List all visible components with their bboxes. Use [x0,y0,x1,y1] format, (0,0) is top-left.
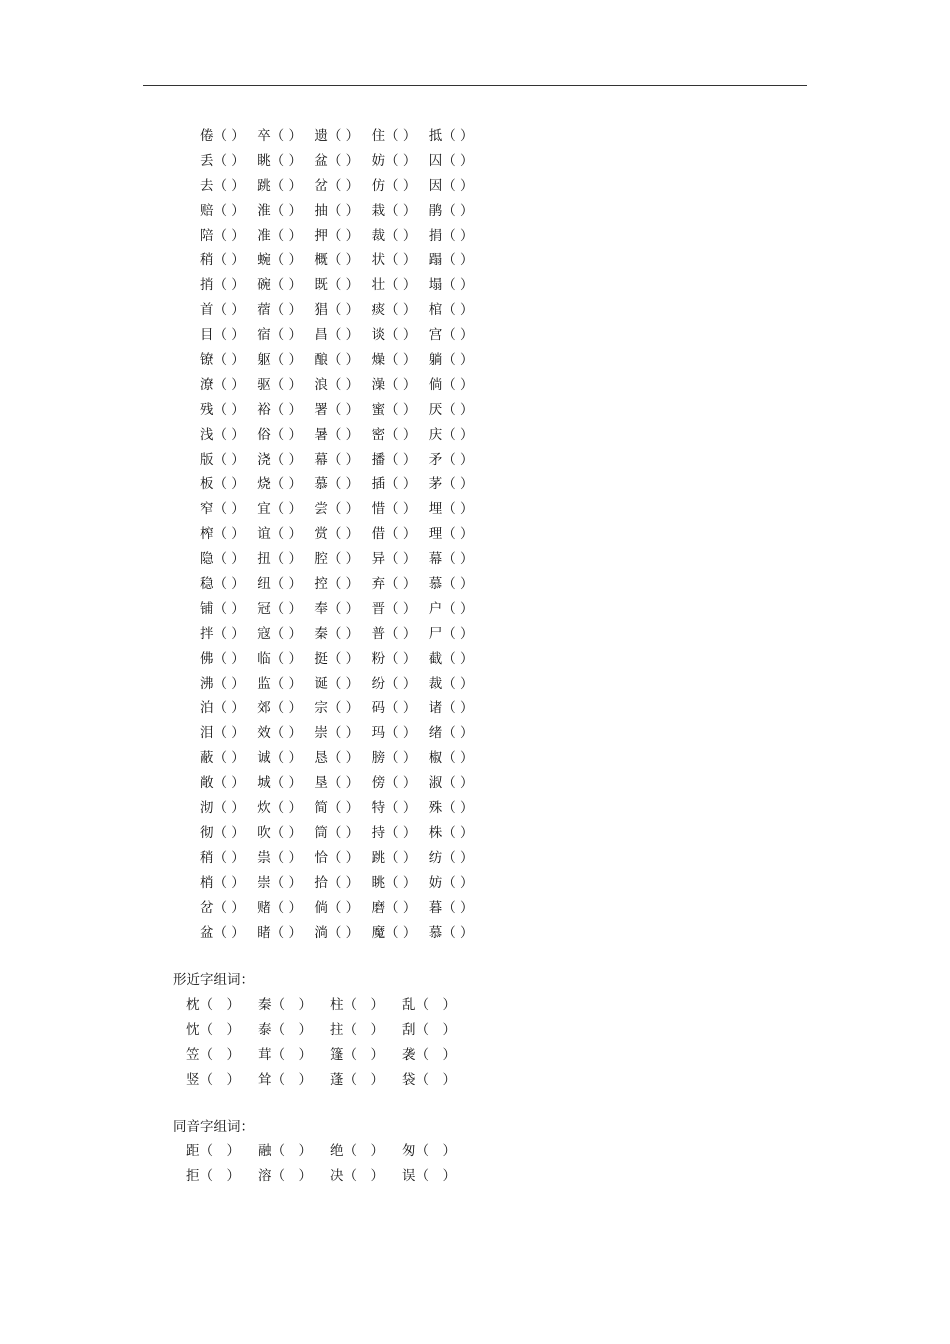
word-blank-cell: 秦（ ） [258,997,312,1013]
word-blank-cell: 播（ ） [371,451,417,468]
word-blank-cell: 赏（ ） [314,526,360,543]
word-blank-cell: 埋（ ） [428,501,474,518]
word-blank-cell: 郊（ ） [257,700,302,717]
word-blank-cell: 冠（ ） [257,600,302,617]
word-blank-cell: 住（ ） [371,128,417,144]
grid-row [200,871,486,896]
grid-row [200,821,486,846]
word-blank-cell: 矛（ ） [428,451,474,468]
word-blank-cell: 谈（ ） [371,327,417,344]
word-blank-cell: 耸（ ） [258,1071,312,1088]
word-blank-cell: 棺（ ） [428,302,474,319]
grid-row [200,547,486,572]
word-blank-cell: 溶（ ） [258,1167,312,1184]
word-blank-cell: 蔽（ ） [200,750,245,767]
word-blank-cell: 榨（ ） [200,526,245,543]
word-blank-cell: 尝（ ） [314,501,360,518]
word-blank-cell: 泊（ ） [200,700,245,717]
word-blank-cell: 弃（ ） [371,576,417,593]
word-blank-cell: 泪（ ） [200,725,245,742]
word-blank-cell: 浪（ ） [314,376,360,393]
word-blank-cell: 裕（ ） [257,401,302,418]
word-blank-cell: 燥（ ） [371,352,417,369]
word-blank-cell: 仿（ ） [371,177,417,194]
word-blank-cell: 崇（ ） [314,725,360,742]
word-blank-cell: 宫（ ） [428,327,474,344]
grid-row [200,572,486,597]
grid-row [200,846,486,871]
word-blank-cell: 遗（ ） [314,128,360,144]
word-blank-cell: 稍（ ） [200,252,245,269]
word-blank-cell: 殊（ ） [428,800,474,817]
word-blank-cell: 跳（ ） [257,177,302,194]
word-blank-cell: 淮（ ） [257,202,302,219]
word-blank-cell: 窄（ ） [200,501,245,518]
word-blank-cell: 借（ ） [371,526,417,543]
word-blank-cell: 蓬（ ） [330,1071,384,1088]
grid-row [200,224,486,249]
word-blank-cell: 押（ ） [314,227,360,244]
word-blank-cell: 躺（ ） [428,352,474,369]
word-blank-cell: 持（ ） [371,824,417,841]
word-blank-cell: 茅（ ） [428,476,474,493]
word-blank-cell: 慕（ ） [428,924,474,941]
word-blank-cell: 捎（ ） [200,277,245,294]
word-blank-cell: 既（ ） [314,277,360,294]
word-blank-cell: 抵（ ） [428,128,474,144]
word-blank-cell: 魔（ ） [371,924,417,941]
word-blank-cell: 特（ ） [371,800,417,817]
grid-row [200,672,486,697]
word-blank-cell: 诚（ ） [257,750,302,767]
word-blank-cell: 概（ ） [314,252,360,269]
word-blank-cell: 捐（ ） [428,227,474,244]
word-blank-cell: 烧（ ） [257,476,302,493]
grid-row [200,746,486,771]
word-blank-cell: 陪（ ） [200,227,245,244]
word-blank-cell: 岔（ ） [314,177,360,194]
grid-row [186,1164,474,1189]
word-blank-cell: 理（ ） [428,526,474,543]
word-blank-cell: 稳（ ） [200,576,245,593]
word-blank-cell: 栽（ ） [371,202,417,219]
word-blank-cell: 拾（ ） [314,874,360,891]
word-blank-cell: 署（ ） [314,401,360,418]
word-blank-cell: 妨（ ） [428,874,474,891]
word-blank-cell: 猖（ ） [314,302,360,319]
word-blank-cell: 码（ ） [371,700,417,717]
word-blank-cell: 赔（ ） [200,202,245,219]
word-blank-cell: 距（ ） [186,1143,240,1159]
grid-row [200,472,486,497]
word-blank-cell: 异（ ） [371,551,417,568]
word-blank-cell: 祟（ ） [257,849,302,866]
word-blank-cell: 炊（ ） [257,800,302,817]
grid-row [200,174,486,199]
word-blank-cell: 截（ ） [428,650,474,667]
grid-row [200,622,486,647]
word-blank-cell: 篷（ ） [330,1046,384,1063]
word-blank-cell: 效（ ） [257,725,302,742]
word-blank-cell: 绪（ ） [428,725,474,742]
grid-row [200,348,486,373]
grid-row [200,497,486,522]
word-blank-cell: 崇（ ） [257,874,302,891]
word-blank-cell: 庆（ ） [428,426,474,443]
word-blank-cell: 跳（ ） [371,849,417,866]
word-blank-cell: 裁（ ） [428,675,474,692]
word-blank-cell: 盆（ ） [200,924,245,941]
word-blank-cell: 鹃（ ） [428,202,474,219]
word-blank-cell: 监（ ） [257,675,302,692]
word-blank-cell: 眺（ ） [257,152,302,169]
word-blank-cell: 首（ ） [200,302,245,319]
word-blank-cell: 铺（ ） [200,600,245,617]
word-blank-cell: 蜜（ ） [371,401,417,418]
word-blank-cell: 城（ ） [257,775,302,792]
grid-row [200,398,486,423]
word-blank-cell: 椒（ ） [428,750,474,767]
word-blank-cell: 佛（ ） [200,650,245,667]
word-blank-cell: 碗（ ） [257,277,302,294]
word-blank-cell: 暮（ ） [428,899,474,916]
grid-row [200,921,486,946]
word-blank-cell: 眺（ ） [371,874,417,891]
word-blank-cell: 酿（ ） [314,352,360,369]
similar-chars-title: 形近字组词： [173,972,254,988]
word-blank-cell: 潦（ ） [200,376,245,393]
word-blank-cell: 奉（ ） [314,600,360,617]
grid-row [200,124,486,149]
word-blank-cell: 躯（ ） [257,352,302,369]
word-blank-cell: 匆（ ） [402,1143,456,1159]
word-blank-cell: 傍（ ） [371,775,417,792]
grid-row [200,448,486,473]
word-blank-cell: 卒（ ） [257,128,302,144]
word-blank-cell: 诞（ ） [314,675,360,692]
word-blank-cell: 垦（ ） [314,775,360,792]
word-blank-cell: 挺（ ） [314,650,360,667]
word-blank-cell: 幕（ ） [314,451,360,468]
word-blank-cell: 壮（ ） [371,277,417,294]
word-blank-cell: 纽（ ） [257,576,302,593]
word-blank-cell: 倘（ ） [428,376,474,393]
word-blank-cell: 惜（ ） [371,501,417,518]
word-blank-cell: 赌（ ） [257,899,302,916]
word-blank-cell: 目（ ） [200,327,245,344]
word-blank-cell: 柱（ ） [330,997,384,1013]
word-blank-cell: 袭（ ） [402,1046,456,1063]
word-blank-cell: 粉（ ） [371,650,417,667]
grid-row [200,149,486,174]
word-blank-cell: 板（ ） [200,476,245,493]
word-blank-cell: 竖（ ） [186,1071,240,1088]
word-blank-cell: 丢（ ） [200,152,245,169]
word-blank-cell: 晋（ ） [371,600,417,617]
word-blank-cell: 慕（ ） [428,576,474,593]
word-blank-cell: 临（ ） [257,650,302,667]
word-blank-cell: 蓿（ ） [257,302,302,319]
grid-row [200,423,486,448]
word-blank-cell: 乱（ ） [402,997,456,1013]
grid-row [186,1018,474,1043]
word-blank-cell: 腔（ ） [314,551,360,568]
word-blank-cell: 拌（ ） [200,625,245,642]
word-blank-cell: 囚（ ） [428,152,474,169]
word-blank-cell: 拒（ ） [186,1167,240,1184]
grid-row [200,323,486,348]
word-blank-cell: 状（ ） [371,252,417,269]
word-blank-cell: 刮（ ） [402,1021,456,1038]
word-blank-cell: 去（ ） [200,177,245,194]
grid-row [200,522,486,547]
word-blank-cell: 扭（ ） [257,551,302,568]
word-blank-cell: 控（ ） [314,576,360,593]
word-blank-cell: 宜（ ） [257,501,302,518]
word-blank-cell: 倦（ ） [200,128,245,144]
word-blank-cell: 厌（ ） [428,401,474,418]
word-blank-cell: 谊（ ） [257,526,302,543]
word-blank-cell: 抽（ ） [314,202,360,219]
similar-chars-grid [186,993,474,1093]
word-blank-cell: 蹋（ ） [428,252,474,269]
word-blank-cell: 户（ ） [428,600,474,617]
word-blank-cell: 妨（ ） [371,152,417,169]
word-blank-cell: 笠（ ） [186,1046,240,1063]
word-blank-cell: 倘（ ） [314,899,360,916]
word-blank-cell: 膀（ ） [371,750,417,767]
word-blank-cell: 株（ ） [428,824,474,841]
grid-row [200,896,486,921]
word-blank-cell: 拄（ ） [330,1021,384,1038]
word-blank-cell: 敞（ ） [200,775,245,792]
word-blank-cell: 绝（ ） [330,1143,384,1159]
word-blank-cell: 恰（ ） [314,849,360,866]
word-blank-cell: 决（ ） [330,1167,384,1184]
word-blank-cell: 俗（ ） [257,426,302,443]
word-blank-cell: 版（ ） [200,451,245,468]
grid-row [186,1043,474,1068]
word-blank-cell: 淌（ ） [314,924,360,941]
word-blank-cell: 纺（ ） [428,849,474,866]
word-blank-cell: 泰（ ） [258,1021,312,1038]
word-blank-cell: 淑（ ） [428,775,474,792]
word-blank-cell: 袋（ ） [402,1071,456,1088]
word-blank-cell: 插（ ） [371,476,417,493]
word-blank-cell: 吹（ ） [257,824,302,841]
grid-row [200,771,486,796]
word-blank-cell: 秦（ ） [314,625,360,642]
word-blank-cell: 镣（ ） [200,352,245,369]
word-blank-cell: 因（ ） [428,177,474,194]
grid-row [200,199,486,224]
word-blank-cell: 沸（ ） [200,675,245,692]
word-blank-cell: 驱（ ） [257,376,302,393]
word-blank-cell: 诸（ ） [428,700,474,717]
word-blank-cell: 融（ ） [258,1143,312,1159]
word-blank-cell: 蜿（ ） [257,252,302,269]
grid-row [200,647,486,672]
word-blank-cell: 塌（ ） [428,277,474,294]
word-blank-cell: 盆（ ） [314,152,360,169]
word-blank-cell: 简（ ） [314,800,360,817]
grid-row [200,248,486,273]
header-rule [143,85,807,86]
word-blank-cell: 稍（ ） [200,849,245,866]
word-blank-cell: 澡（ ） [371,376,417,393]
grid-row [186,993,474,1018]
grid-row [186,1068,474,1093]
grid-row [200,373,486,398]
word-blank-cell: 浇（ ） [257,451,302,468]
word-blank-cell: 枕（ ） [186,997,240,1013]
grid-row [200,298,486,323]
grid-row [200,696,486,721]
word-blank-cell: 纷（ ） [371,675,417,692]
word-blank-cell: 昌（ ） [314,327,360,344]
word-blank-cell: 隐（ ） [200,551,245,568]
grid-row [200,796,486,821]
grid-row [186,1139,474,1164]
word-blank-cell: 沏（ ） [200,800,245,817]
word-blank-cell: 寇（ ） [257,625,302,642]
word-blank-cell: 浅（ ） [200,426,245,443]
word-blank-cell: 暑（ ） [314,426,360,443]
word-blank-cell: 误（ ） [402,1167,456,1184]
word-blank-cell: 茸（ ） [258,1046,312,1063]
word-blank-cell: 梢（ ） [200,874,245,891]
word-blank-cell: 幕（ ） [428,551,474,568]
word-blank-cell: 准（ ） [257,227,302,244]
word-blank-cell: 宿（ ） [257,327,302,344]
word-blank-cell: 裁（ ） [371,227,417,244]
word-blank-cell: 玛（ ） [371,725,417,742]
character-grid [200,124,486,945]
word-blank-cell: 忱（ ） [186,1021,240,1038]
word-blank-cell: 睹（ ） [257,924,302,941]
word-blank-cell: 岔（ ） [200,899,245,916]
word-blank-cell: 恳（ ） [314,750,360,767]
word-blank-cell: 密（ ） [371,426,417,443]
word-blank-cell: 筒（ ） [314,824,360,841]
homophone-title: 同音字组词： [173,1119,254,1135]
word-blank-cell: 尸（ ） [428,625,474,642]
grid-row [200,597,486,622]
word-blank-cell: 残（ ） [200,401,245,418]
grid-row [200,721,486,746]
word-blank-cell: 磨（ ） [371,899,417,916]
word-blank-cell: 痰（ ） [371,302,417,319]
word-blank-cell: 普（ ） [371,625,417,642]
word-blank-cell: 宗（ ） [314,700,360,717]
homophone-grid [186,1139,474,1189]
word-blank-cell: 彻（ ） [200,824,245,841]
grid-row [200,273,486,298]
word-blank-cell: 慕（ ） [314,476,360,493]
